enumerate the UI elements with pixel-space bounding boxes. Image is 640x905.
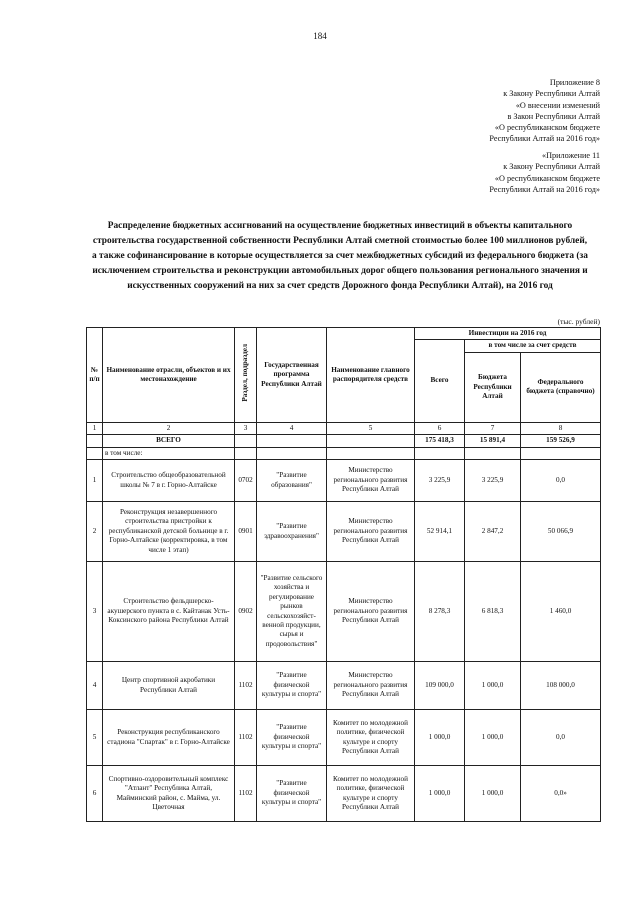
row-num: 5: [87, 710, 103, 766]
annex-line: Республики Алтай на 2016 год»: [489, 134, 600, 144]
row-budget-ra: 6 818,3: [465, 562, 521, 662]
row-manager: Министерство регионального развития Республики Алтай: [327, 502, 415, 562]
header-incl: в том числе за счет средств: [465, 340, 601, 352]
page-number: 184: [313, 31, 327, 41]
row-name: Центр спортивной акробатики Республики Алтай: [103, 662, 235, 710]
header-num: № п/п: [87, 328, 103, 423]
row-total: 1 000,0: [415, 766, 465, 822]
incl-row: [87, 447, 601, 459]
total-label: ВСЕГО: [103, 435, 235, 447]
annex-line: Приложение 8: [549, 78, 600, 87]
row-total: 8 278,3: [415, 562, 465, 662]
row-total: 109 000,0: [415, 662, 465, 710]
row-section: 0902: [235, 562, 257, 662]
annex-line: к Закону Республики Алтай: [503, 162, 600, 172]
row-name: Реконструкция республиканского стадиона "Спартак" в г. Горно-Алтайске: [103, 710, 235, 766]
row-program: "Развитие физической культуры и спорта": [257, 662, 327, 710]
col-number: 7: [465, 422, 521, 434]
row-total: 3 225,9: [415, 460, 465, 502]
row-name: Строительство общеобразовательной школы № 7 в г. Горно-Алтайске: [103, 460, 235, 502]
row-budget-ra: 3 225,9: [465, 460, 521, 502]
row-num: 2: [87, 502, 103, 562]
row-manager: Министерство регионального развития Республики Алтай: [327, 562, 415, 662]
row-manager: Комитет по молодежной политике, физической культуре и спорту Республики Алтай: [327, 766, 415, 822]
units-note: (тыс. рублей): [557, 317, 600, 326]
row-total: 52 914,1: [415, 502, 465, 562]
header-name: Наименование отрасли, объектов и их местонахождение: [103, 328, 235, 423]
header-section-label: Раздел, подраздел: [240, 344, 249, 402]
investment-table: [86, 327, 601, 822]
row-program: "Развитие физической культуры и спорта": [257, 766, 327, 822]
row-budget-ra: 1 000,0: [465, 766, 521, 822]
row-manager: Министерство регионального развития Республики Алтай: [327, 460, 415, 502]
row-budget-ra: 1 000,0: [465, 710, 521, 766]
annex-line: «О внесении изменений: [515, 100, 600, 110]
row-federal: 0,0»: [521, 766, 601, 822]
header-investments: Инвестиции на 2016 год: [415, 328, 601, 340]
row-section: 1102: [235, 662, 257, 710]
row-federal: 0,0: [521, 460, 601, 502]
header-section: [235, 328, 257, 423]
annex-line: в Закон Республики Алтай: [507, 111, 600, 121]
col-number: 1: [87, 422, 103, 434]
annex-line: Республики Алтай на 2016 год»: [489, 184, 600, 194]
row-federal: 50 066,9: [521, 502, 601, 562]
column-numbers-row: [87, 422, 601, 434]
row-federal: 1 460,0: [521, 562, 601, 662]
header-program: Государственная программа Республики Алтай: [257, 328, 327, 423]
table-row: [87, 502, 601, 562]
row-total: 1 000,0: [415, 710, 465, 766]
row-section: 0901: [235, 502, 257, 562]
header-budget-ra: Бюджета Республики Алтай: [465, 352, 521, 422]
annex-line: к Закону Республики Алтай: [503, 89, 600, 99]
annex-line: «О республиканском бюджете: [494, 173, 600, 183]
table-row: [87, 662, 601, 710]
row-manager: Комитет по молодежной политике, физической культуре и спорту Республики Алтай: [327, 710, 415, 766]
col-number: 5: [327, 422, 415, 434]
row-name: Реконструкция незавершенного строительства пристройки к республиканской детской больнице в г. Горно-Алтайске (корректировка, в том числе 1 этап): [103, 502, 235, 562]
total-budget-ra: 15 891,4: [465, 435, 521, 447]
table-row: [87, 562, 601, 662]
row-name: Строительство фельдшерско-акушерского пункта в с. Кайтанак Усть-Коксинского района Республики Алтай: [103, 562, 235, 662]
total-row: [87, 435, 601, 447]
col-number: 2: [103, 422, 235, 434]
row-section: 1102: [235, 766, 257, 822]
col-number: 4: [257, 422, 327, 434]
row-num: 1: [87, 460, 103, 502]
table-row: [87, 460, 601, 502]
row-manager: Министерство регионального развития Республики Алтай: [327, 662, 415, 710]
table-row: [87, 710, 601, 766]
col-number: 8: [521, 422, 601, 434]
header-federal: Федерального бюджета (справочно): [521, 352, 601, 422]
incl-label: в том числе:: [103, 447, 235, 459]
annex-line: «Приложение 11: [542, 151, 600, 160]
row-budget-ra: 1 000,0: [465, 662, 521, 710]
row-program: "Развитие здравоохранения": [257, 502, 327, 562]
total-federal: 159 526,9: [521, 435, 601, 447]
row-budget-ra: 2 847,2: [465, 502, 521, 562]
row-program: "Развитие сельского хозяйства и регулирование рынков сельскохозяйст-венной продукции, сырья и продовольствия": [257, 562, 327, 662]
row-program: "Развитие физической культуры и спорта": [257, 710, 327, 766]
table-row: [87, 766, 601, 822]
row-num: 4: [87, 662, 103, 710]
header-manager: Наименование главного распорядителя средств: [327, 328, 415, 423]
total-sum: 175 418,3: [415, 435, 465, 447]
row-num: 3: [87, 562, 103, 662]
header-total: Всего: [415, 340, 465, 422]
document-title: Распределение бюджетных ассигнований на осуществление бюджетных инвестиций в объекты капитального строительства государственной собственности Республики Алтай сметной стоимостью более 100 миллионов рублей, а также софинансирование в которые осуществляется за счет межбюджетных субсидий из федерального бюджета (за исключением строительства и реконструкции автомобильных дорог общего пользования регионального значения и искусственных сооружений на них за счет средств Дорожного фонда Республики Алтай), на 2016 год: [92, 221, 588, 291]
col-number: 3: [235, 422, 257, 434]
annex-8-reference: [489, 77, 600, 145]
annex-11-reference: [489, 150, 600, 195]
row-federal: 0,0: [521, 710, 601, 766]
row-section: 1102: [235, 710, 257, 766]
row-program: "Развитие образования": [257, 460, 327, 502]
row-federal: 108 000,0: [521, 662, 601, 710]
row-name: Спортивно-оздоровительный комплекс "Атлант" Республика Алтай, Майминский район, с. Майма, ул. Цветочная: [103, 766, 235, 822]
col-number: 6: [415, 422, 465, 434]
row-section: 0702: [235, 460, 257, 502]
annex-line: «О республиканском бюджете: [494, 123, 600, 133]
row-num: 6: [87, 766, 103, 822]
